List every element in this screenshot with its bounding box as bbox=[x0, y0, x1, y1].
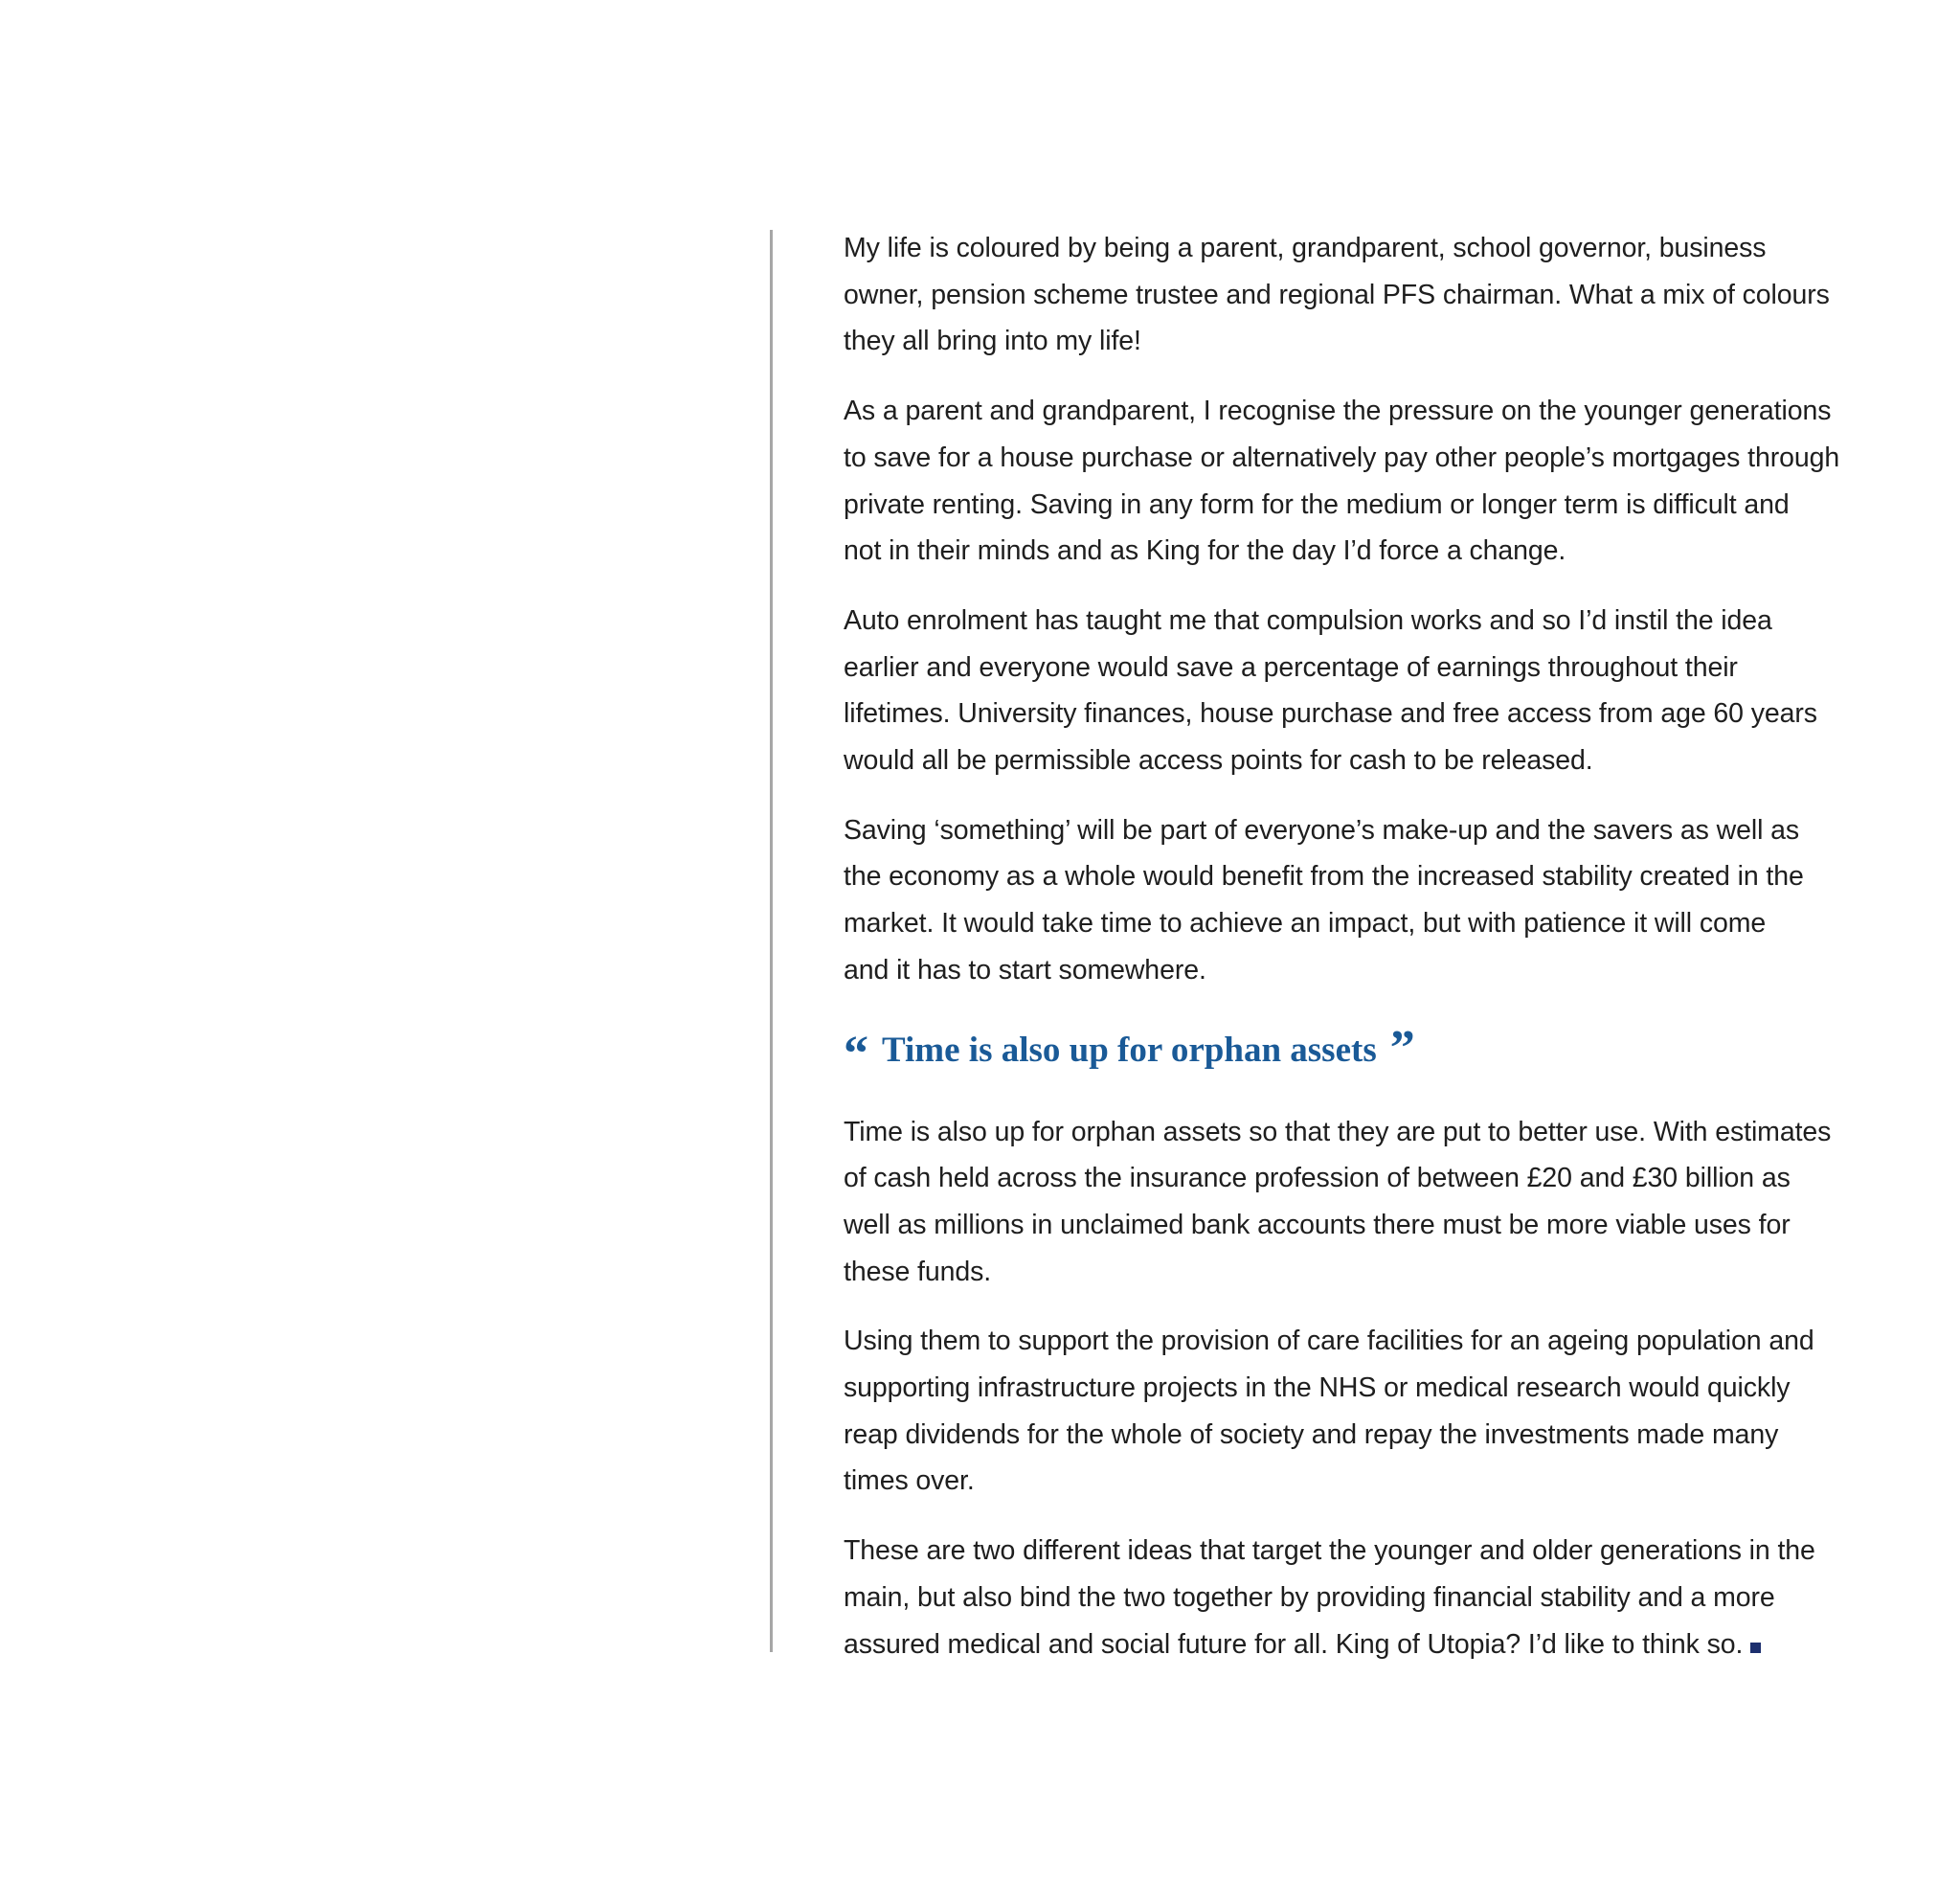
text-line: to save for a house purchase or alternatively pay other people’s mortgages through bbox=[844, 442, 1840, 473]
text-line: market. It would take time to achieve an impact, but with patience it will come bbox=[844, 908, 1767, 940]
text-line: Auto enrolment has taught me that compulsion works and so I’d instil the idea bbox=[844, 604, 1772, 636]
text-line: earlier and everyone would save a percentage of earnings throughout their bbox=[844, 651, 1738, 683]
square-end-mark-icon bbox=[1750, 1643, 1761, 1653]
text-line: main, but also bind the two together by providing financial stability and a more bbox=[844, 1581, 1775, 1613]
text-line: well as millions in unclaimed bank accounts there must be more viable uses for bbox=[844, 1209, 1791, 1240]
paragraph-conclusion bbox=[844, 1528, 1873, 1667]
text-line: and it has to start somewhere. bbox=[844, 954, 1206, 986]
close-quote-icon: ” bbox=[1389, 1020, 1415, 1076]
text-line: assured medical and social future for all. King of Utopia? I’d like to think so. bbox=[844, 1628, 1744, 1660]
paragraph-auto-enrolment bbox=[844, 598, 1873, 784]
text-line: Time is also up for orphan assets so that they are put to better use. With estimates bbox=[844, 1116, 1832, 1147]
text-line: Using them to support the provision of care facilities for an ageing population and bbox=[844, 1326, 1814, 1357]
article-column bbox=[844, 225, 1873, 1690]
text-line: lifetimes. University finances, house purchase and free access from age 60 years bbox=[844, 698, 1817, 730]
text-line: These are two different ideas that target the younger and older generations in the bbox=[844, 1535, 1815, 1567]
text-line: My life is coloured by being a parent, grandparent, school governor, business bbox=[844, 233, 1767, 263]
pull-quote bbox=[844, 1020, 1873, 1081]
paragraph-younger-generations bbox=[844, 388, 1873, 575]
text-line: times over. bbox=[844, 1465, 975, 1497]
paragraph-saving-something bbox=[844, 807, 1873, 994]
paragraph-family-roles bbox=[844, 225, 1873, 365]
text-line: not in their minds and as King for the day I’d force a change. bbox=[844, 535, 1566, 567]
text-line: owner, pension scheme trustee and regional PFS chairman. What a mix of colours bbox=[844, 279, 1830, 310]
pull-quote-text: Time is also up for orphan assets bbox=[882, 1030, 1377, 1070]
text-line: would all be permissible access points for cash to be released. bbox=[844, 745, 1593, 777]
text-line: the economy as a whole would benefit from the increased stability created in the bbox=[844, 861, 1804, 893]
text-line: of cash held across the insurance profession of between £20 and £30 billion as bbox=[844, 1163, 1791, 1194]
text-line: As a parent and grandparent, I recognise the pressure on the younger generations bbox=[844, 396, 1832, 427]
paragraph-orphan-assets bbox=[844, 1109, 1873, 1296]
text-line: Saving ‘something’ will be part of everyone’s make-up and the savers as well as bbox=[844, 814, 1800, 846]
column-divider-rule bbox=[770, 230, 773, 1652]
text-line: private renting. Saving in any form for the medium or longer term is difficult and bbox=[844, 488, 1790, 520]
paragraph-care-facilities bbox=[844, 1318, 1873, 1505]
text-line: they all bring into my life! bbox=[844, 326, 1141, 357]
text-line-final bbox=[844, 1621, 1873, 1668]
text-line: reap dividends for the whole of society and repay the investments made many bbox=[844, 1418, 1779, 1450]
text-line: supporting infrastructure projects in the NHS or medical research would quickly bbox=[844, 1372, 1791, 1404]
open-quote-icon: “ bbox=[844, 1026, 868, 1081]
text-line: these funds. bbox=[844, 1256, 992, 1287]
